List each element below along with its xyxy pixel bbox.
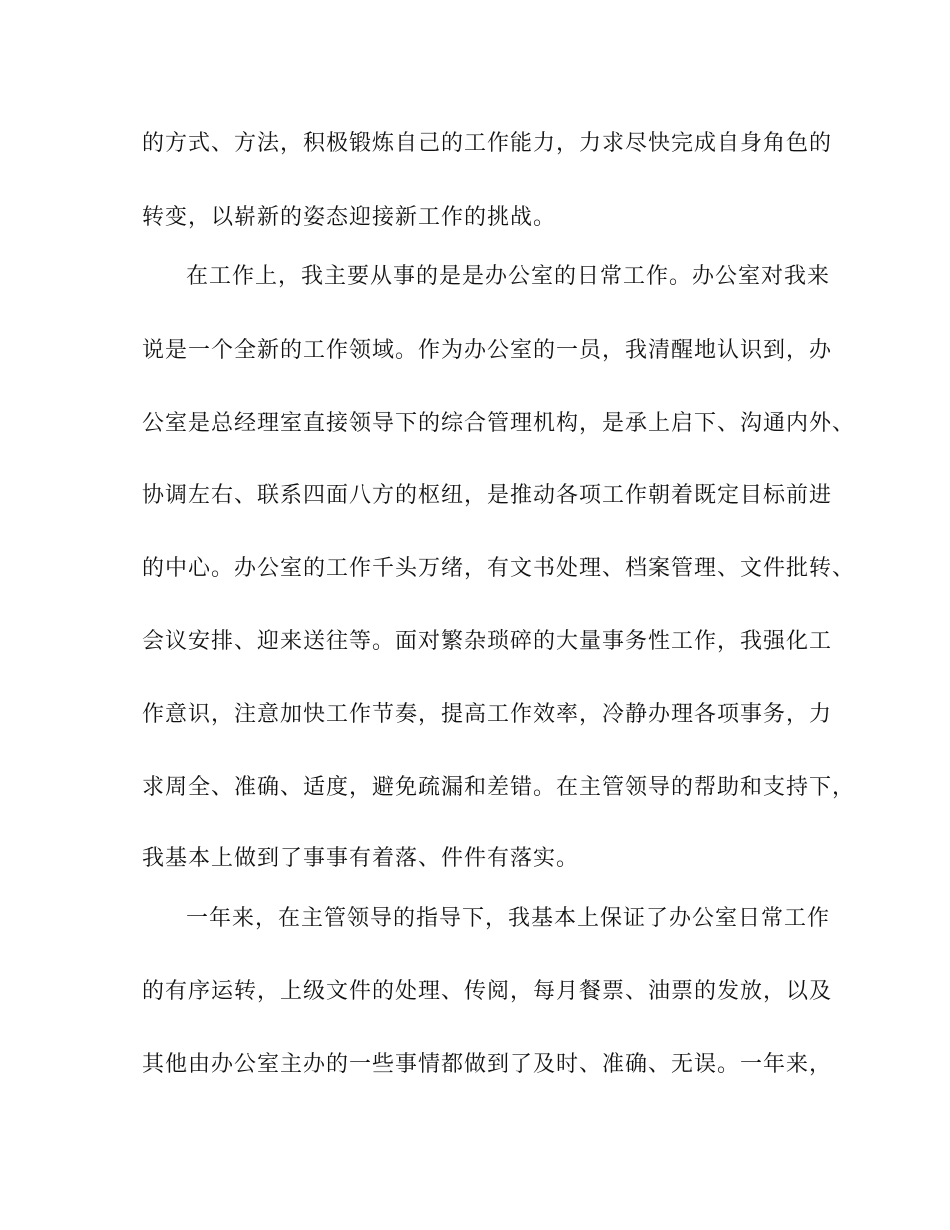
- text-line: 公室是总经理室直接领导下的综合管理机构，是承上启下、沟通内外、: [142, 411, 856, 436]
- text-line: 我基本上做到了事事有着落、件件有落实。: [142, 846, 580, 871]
- text-line: 求周全、准确、适度，避免疏漏和差错。在主管领导的帮助和支持下，: [142, 775, 856, 800]
- text-line: 的有序运转，上级文件的处理、传阅，每月餐票、油票的发放，以及: [142, 979, 833, 1004]
- text-line: 的中心。办公室的工作千头万绪，有文书处理、档案管理、文件批转、: [142, 556, 856, 581]
- text-line: 说是一个全新的工作领域。作为办公室的一员，我清醒地认识到，办: [142, 338, 833, 363]
- paragraph-first-line: 在工作上，我主要从事的是是办公室的日常工作。办公室对我来: [186, 264, 831, 289]
- text-line: 其他由办公室主办的一些事情都做到了及时、准确、无误。一年来，: [142, 1052, 833, 1077]
- text-line: 会议安排、迎来送往等。面对繁杂琐碎的大量事务性工作，我强化工: [142, 629, 833, 654]
- text-line: 转变，以崭新的姿态迎接新工作的挑战。: [142, 205, 557, 230]
- text-line: 的方式、方法，积极锻炼自己的工作能力，力求尽快完成自身角色的: [142, 131, 833, 156]
- paragraph-first-line: 一年来，在主管领导的指导下，我基本上保证了办公室日常工作: [186, 906, 831, 931]
- text-line: 作意识，注意加快工作节奏，提高工作效率，冷静办理各项事务，力: [142, 702, 833, 727]
- text-line: 协调左右、联系四面八方的枢纽，是推动各项工作朝着既定目标前进: [142, 483, 833, 508]
